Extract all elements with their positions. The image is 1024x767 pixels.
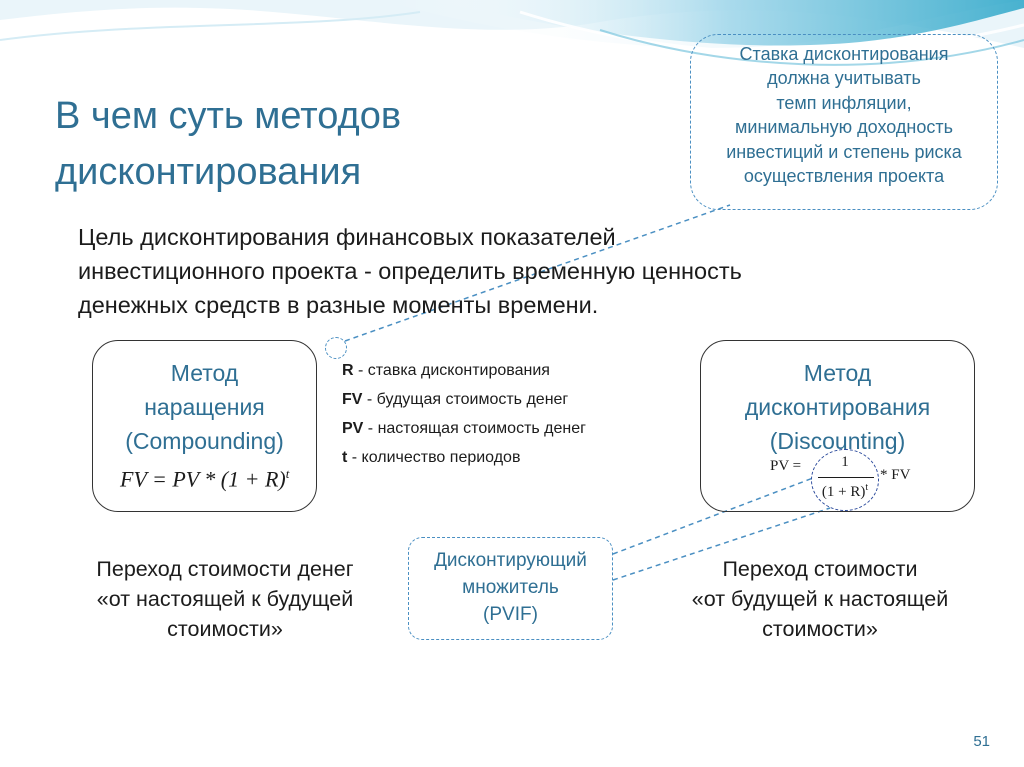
discounting-title: [700, 356, 975, 458]
legend-text: - будущая стоимость денег: [362, 391, 569, 408]
legend-item: [342, 414, 692, 443]
transition-left-line: «от настоящей к будущей: [96, 587, 354, 611]
discounting-title-line: дисконтирования: [744, 394, 931, 420]
compounding-title-line: (Compounding): [125, 428, 284, 454]
legend-text: - настоящая стоимость денег: [363, 420, 586, 437]
compounding-title-line: Метод: [170, 360, 239, 386]
compounding-formula-text: FV = PV * (1 + R): [120, 466, 286, 492]
denominator-text: (1 + R): [821, 484, 866, 500]
discounting-title-line: Метод: [803, 360, 872, 386]
discounting-numerator: 1: [841, 454, 849, 470]
callout-line: темп инфляции,: [776, 92, 912, 113]
callout-line: должна учитывать: [767, 68, 921, 89]
legend-symbol: R: [342, 362, 354, 379]
legend-symbol: t: [342, 449, 348, 466]
callout-line: Ставка дисконтирования: [739, 44, 949, 64]
legend-text: - количество периодов: [347, 449, 521, 466]
denominator-exponent: t: [865, 482, 869, 493]
callout-text: [690, 42, 998, 188]
callout-line: минимальную доходность: [735, 117, 953, 138]
transition-right-line: Переход стоимости: [722, 557, 918, 581]
legend-item: [342, 385, 692, 414]
discounting-formula-right: * FV: [880, 467, 911, 483]
symbol-legend: [342, 356, 692, 472]
page-number: 51: [973, 733, 990, 750]
pvif-line: Дисконтирующий: [434, 550, 587, 571]
transition-left: [50, 554, 400, 644]
pvif-text: [408, 547, 613, 628]
transition-right-line: стоимости»: [762, 617, 878, 641]
goal-line: денежных средств в разные моменты времени.: [78, 292, 599, 318]
goal-statement: [78, 220, 818, 322]
page-title: В чем суть методов дисконтирования: [55, 95, 402, 193]
goal-line: Цель дисконтирования финансовых показателей: [78, 224, 616, 250]
goal-line: инвестиционного проекта - определить временную ценность: [78, 258, 742, 284]
callout-line: осуществления проекта: [743, 166, 945, 187]
compounding-formula: [120, 466, 320, 492]
callout-line: инвестиций и степень риска: [726, 141, 962, 162]
legend-item: [342, 356, 692, 385]
pvif-line: (PVIF): [483, 604, 538, 625]
compounding-exponent: t: [285, 466, 290, 481]
legend-item: [342, 443, 692, 472]
discounting-formula-left: PV =: [770, 458, 802, 474]
legend-symbol: PV: [342, 420, 364, 437]
transition-right-line: «от будущей к настоящей: [691, 587, 949, 611]
transition-left-line: Переход стоимости денег: [96, 557, 354, 581]
compounding-title-line: наращения: [144, 394, 265, 420]
legend-symbol: FV: [342, 391, 363, 408]
pvif-highlight-circle: [811, 449, 879, 511]
compounding-title: [92, 356, 317, 458]
discounting-title-line: (Discounting): [769, 428, 906, 454]
transition-left-line: стоимости»: [167, 617, 283, 641]
legend-text: - ставка дисконтирования: [353, 362, 550, 379]
transition-right: [645, 554, 995, 644]
pvif-line: множитель: [462, 577, 559, 598]
